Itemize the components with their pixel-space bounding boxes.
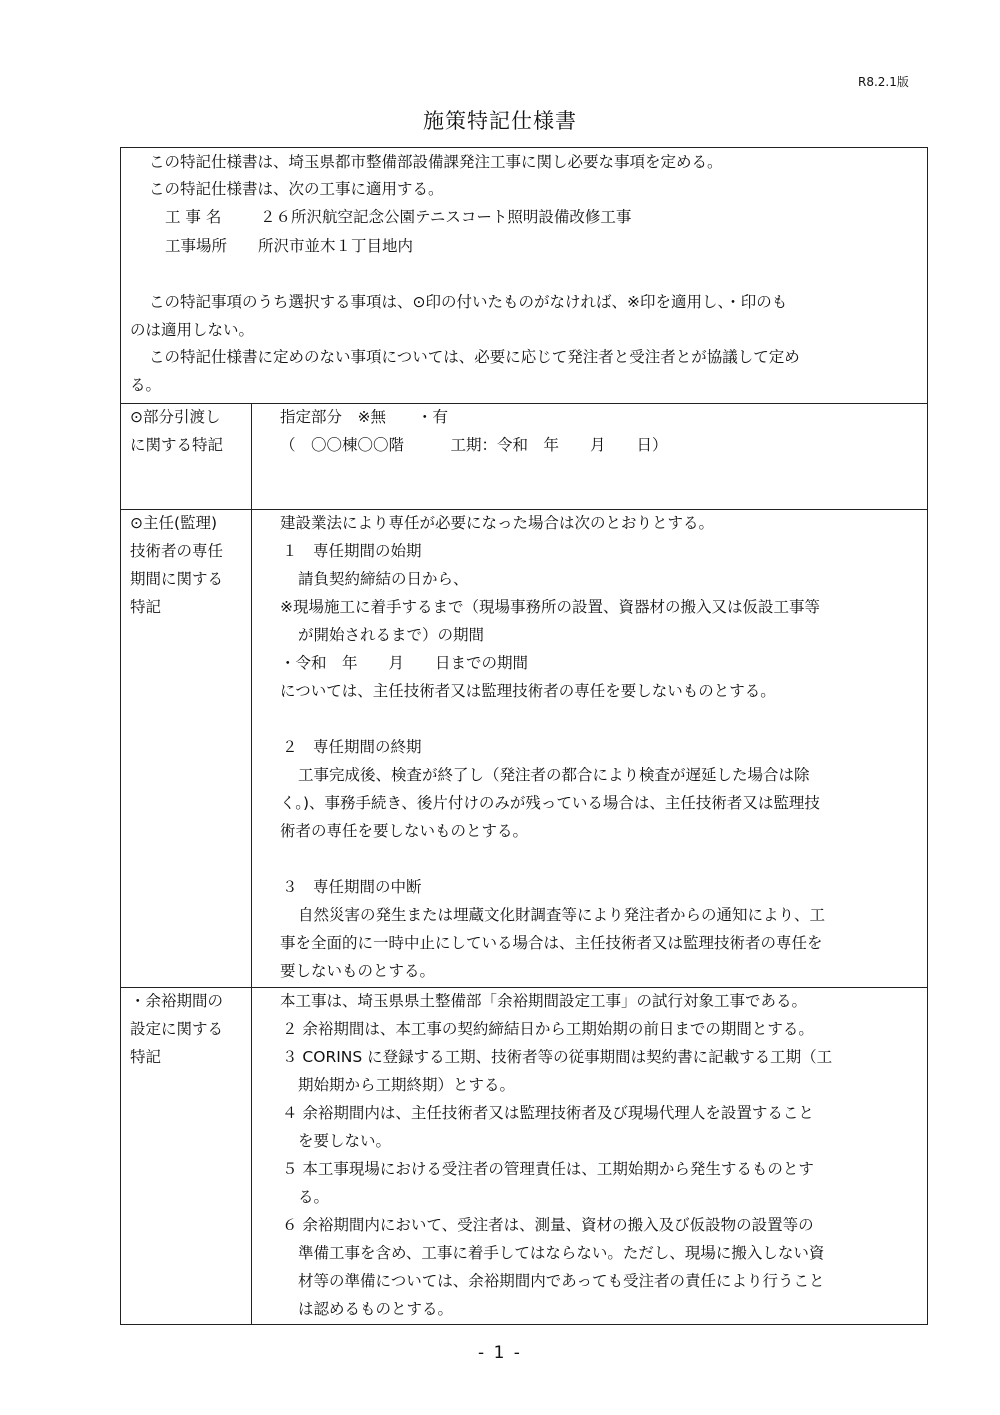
section-text: ・令和 年 月 日までの期間 (280, 654, 529, 672)
section-text: ※現場施工に着手するまで（現場事務所の設置、資器材の搬入又は仮設工事等 (280, 598, 820, 616)
section-label: ・余裕期間の (130, 992, 224, 1010)
section-text: 工事完成後、検査が終了し（発注者の都合により検査が遅延した場合は除 (298, 766, 810, 784)
intro-line: この特記仕様書は、次の工事に適用する。 (149, 180, 444, 198)
section-label: 特記 (130, 1048, 162, 1066)
section-text: 自然災害の発生または埋蔵文化財調査等により発注者からの通知により、工 (298, 906, 826, 924)
section-text: 請負契約締結の日から、 (298, 570, 469, 588)
row-divider (121, 987, 927, 988)
site-label: 工事場所 (165, 237, 228, 255)
section-text: 準備工事を含め、工事に着手してはならない。ただし、現場に搬入しない資 (298, 1244, 825, 1262)
site-value: 所沢市並木１丁目地内 (258, 237, 414, 255)
section-text: 期始期から工期終期）とする。 (298, 1076, 516, 1094)
section-label: 設定に関する (130, 1020, 224, 1038)
section-text: 材等の準備については、余裕期間内であっても受注者の責任により行うこと (298, 1272, 825, 1290)
intro-line: この特記仕様書に定めのない事項については、必要に応じて発注者と受注者とが協議して定め (149, 348, 800, 366)
section-text: ６ 余裕期間内において、受注者は、測量、資材の搬入及び仮設物の設置等の (282, 1216, 814, 1234)
row-divider (121, 403, 927, 404)
section-text: 指定部分 ※無 ・有 (280, 408, 448, 426)
section-text: については、主任技術者又は監理技術者の専任を要しないものとする。 (280, 682, 776, 700)
section-text: ２ 専任期間の終期 (282, 738, 422, 756)
section-text: 要しないものとする。 (280, 962, 436, 980)
section-label: ⊙主任(監理) (130, 514, 218, 532)
section-text: ３ 専任期間の中断 (282, 878, 422, 896)
section-text: 術者の専任を要しないものとする。 (280, 822, 529, 840)
section-text: を要しない。 (298, 1132, 392, 1150)
section-label: 特記 (130, 598, 162, 616)
section-text: ４ 余裕期間内は、主任技術者又は監理技術者及び現場代理人を設置すること (282, 1104, 814, 1122)
version-label: R8.2.1版 (858, 75, 909, 89)
intro-line: この特記仕様書は、埼玉県都市整備部設備課発注工事に関し必要な事項を定める。 (149, 153, 723, 171)
section-label: 技術者の専任 (130, 542, 224, 560)
section-label: に関する特記 (130, 436, 224, 454)
section-text: 建設業法により専任が必要になった場合は次のとおりとする。 (280, 514, 715, 532)
section-text: る。 (298, 1188, 330, 1206)
section-text: が開始されるまで）の期間 (298, 626, 485, 644)
column-divider (251, 403, 252, 1325)
section-label: ⊙部分引渡し (130, 408, 221, 426)
project-name-label: 工 事 名 (165, 208, 222, 226)
document-title: 施策特記仕様書 (423, 109, 577, 133)
section-text: ５ 本工事現場における受注者の管理責任は、工期始期から発生するものとす (282, 1160, 814, 1178)
section-text: （ 〇〇棟〇〇階 工期：令和 年 月 日） (280, 436, 668, 454)
section-text: ３ CORINS に登録する工期、技術者等の従事期間は契約書に記載する工期（工 (282, 1048, 833, 1066)
intro-line: この特記事項のうち選択する事項は、⊙印の付いたものがなければ、※印を適用し、・印のも (149, 293, 788, 311)
section-text: 本工事は、埼玉県県土整備部「余裕期間設定工事」の試行対象工事である。 (280, 992, 808, 1010)
section-text: 事を全面的に一時中止にしている場合は、主任技術者又は監理技術者の専任を (280, 934, 823, 952)
intro-line: のは適用しない。 (130, 321, 255, 339)
section-label: 期間に関する (130, 570, 224, 588)
section-text: １ 専任期間の始期 (282, 542, 422, 560)
page-number: - 1 - (478, 1343, 522, 1363)
project-name: ２６所沢航空記念公園テニスコート照明設備改修工事 (260, 208, 632, 226)
intro-line: る。 (130, 376, 162, 394)
section-text: ２ 余裕期間は、本工事の契約締結日から工期始期の前日までの期間とする。 (282, 1020, 814, 1038)
row-divider (121, 509, 927, 510)
section-text: く。)、事務手続き、後片付けのみが残っている場合は、主任技術者又は監理技 (280, 794, 820, 812)
section-text: は認めるものとする。 (298, 1300, 454, 1318)
